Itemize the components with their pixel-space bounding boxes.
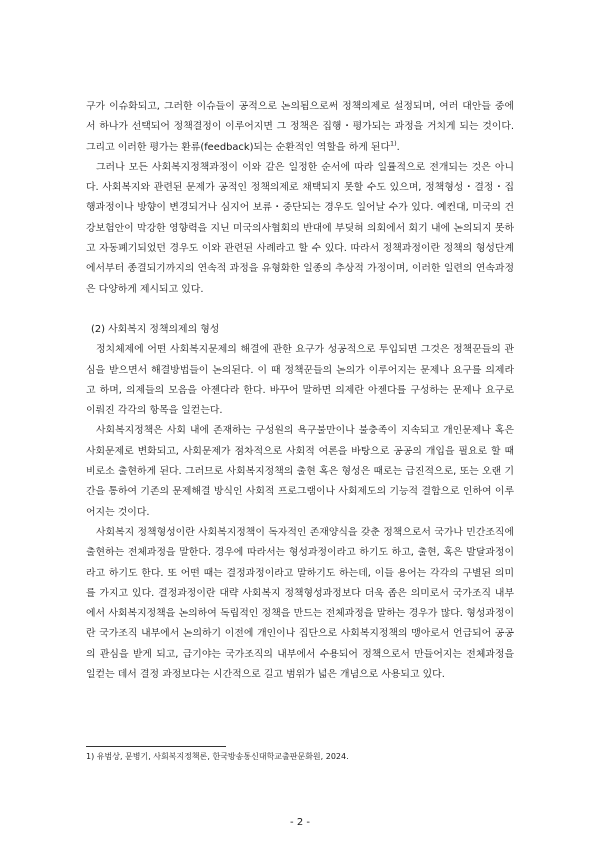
page-number: - 2 - (290, 817, 310, 828)
paragraph-3: 정치체제에 어떤 사회복지문제의 해결에 관한 요구가 성공적으로 투입되면 그것은 정책꾼들의 관심을 받으면서 해결방법들이 논의된다. 이 때 정책꾼들의 논의가 이루어지는 문제나 요구를 의제라고 하며, 의제들의 모음을 아젠다라 한다. 바꾸어 말하면 의제란 아젠다를 구성하는 문제나 요구로 이뤄진 각각의 항목을 일컫는다. (86, 344, 514, 417)
paragraph-1 (86, 97, 514, 158)
paragraph-4: 사회복지정책은 사회 내에 존재하는 구성원의 욕구불만이나 불충족이 지속되고 개인문제나 혹은 사회문제로 변화되고, 사회문제가 점차적으로 사회적 여론을 바탕으로 공공의 개입을 필요로 할 때 비로소 출현하게 된다. 그러므로 사회복지정책의 출현 혹은 형성은 때로는 급진적으로, 또는 오랜 기간을 통하여 기존의 문제해결 방식인 사회적 프로그램이나 사회제도의 기능적 결합으로 인하여 이루어지는 것이다. (86, 425, 514, 518)
footnote-reference[interactable]: 1) (390, 139, 397, 148)
footnote: 1) 유범상, 문병기, 사회복지정책론, 한국방송통신대학교출판문화원, 2024. (86, 752, 349, 761)
paragraph-5: 사회복지 정책형성이란 사회복지정책이 독자적인 존재양식을 갖춘 정책으로서 국가나 민간조직에 출현하는 전체과정을 말한다. 경우에 따라서는 형성과정이라고 하기도 하고, 출현, 혹은 발달과정이라고 하기도 한다. 또 어떤 때는 결정과정이라고 말하기도 하는데, 이들 용어는 각각의 구별된 의미를 가지고 있다. 결정과정이란 대략 사회복지 정책형성과정보다 더욱 좁은 의미로서 국가조직 내부에서 사회복지정책을 논의하여 독립적인 정책을 만드는 전체과정을 말하는 경우가 많다. 형성과정이란 국가조직 내부에서 논의하기 이전에 개인이나 집단으로 사회복지정책의 맹아로서 언급되어 공공의 관심을 받게 되고, 급기야는 국가조직의 내부에서 수용되어 정책으로서 만들어지는 전체과정을 일컫는 데서 결정 과정보다는 시간적으로 길고 범위가 넓은 개념으로 사용되고 있다. (86, 526, 514, 681)
paragraph-1-text: 구가 이슈화되고, 그러한 이슈들이 공적으로 논의됨으로써 정책의제로 설정되며, 여러 대안들 중에서 하나가 선택되어 정책결정이 이루어지면 그 정책은 집행・평가되는 과정을 거치게 되는 것이다. 그리고 이러한 평가는 환류(feedback)되는 순환적인 역할을 하게 된다 (86, 101, 514, 153)
paragraph-1-end: . (396, 141, 400, 153)
footnote-divider (86, 746, 226, 747)
paragraph-2: 그러나 모든 사회복지정책과정이 이와 같은 일정한 순서에 따라 일률적으로 전개되는 것은 아니다. 사회복지와 관련된 문제가 공적인 정책의제로 채택되지 못할 수도 있으며, 정책형성・결정・집행과정이나 방향이 변경되거나 심지어 보류・중단되는 경우도 일어날 수가 있다. 예컨대, 미국의 건강보험안이 막강한 영향력을 지닌 미국의사협회의 반대에 부딪혀 의회에서 회기 내에 논의되지 못하고 자동폐기되었던 경우도 이와 관련된 사례라고 할 수 있다. 따라서 정책과정이란 정책의 형성단계에서부터 종결되기까지의 연속적 과정을 유형화한 일종의 추상적 가정이며, 이러한 일련의 연속과정은 다양하게 제시되고 있다. (86, 161, 514, 295)
body-text (86, 97, 514, 685)
section-title: (2) 사회복지 정책의제의 형성 (91, 323, 220, 335)
paragraph-gap (86, 300, 514, 320)
